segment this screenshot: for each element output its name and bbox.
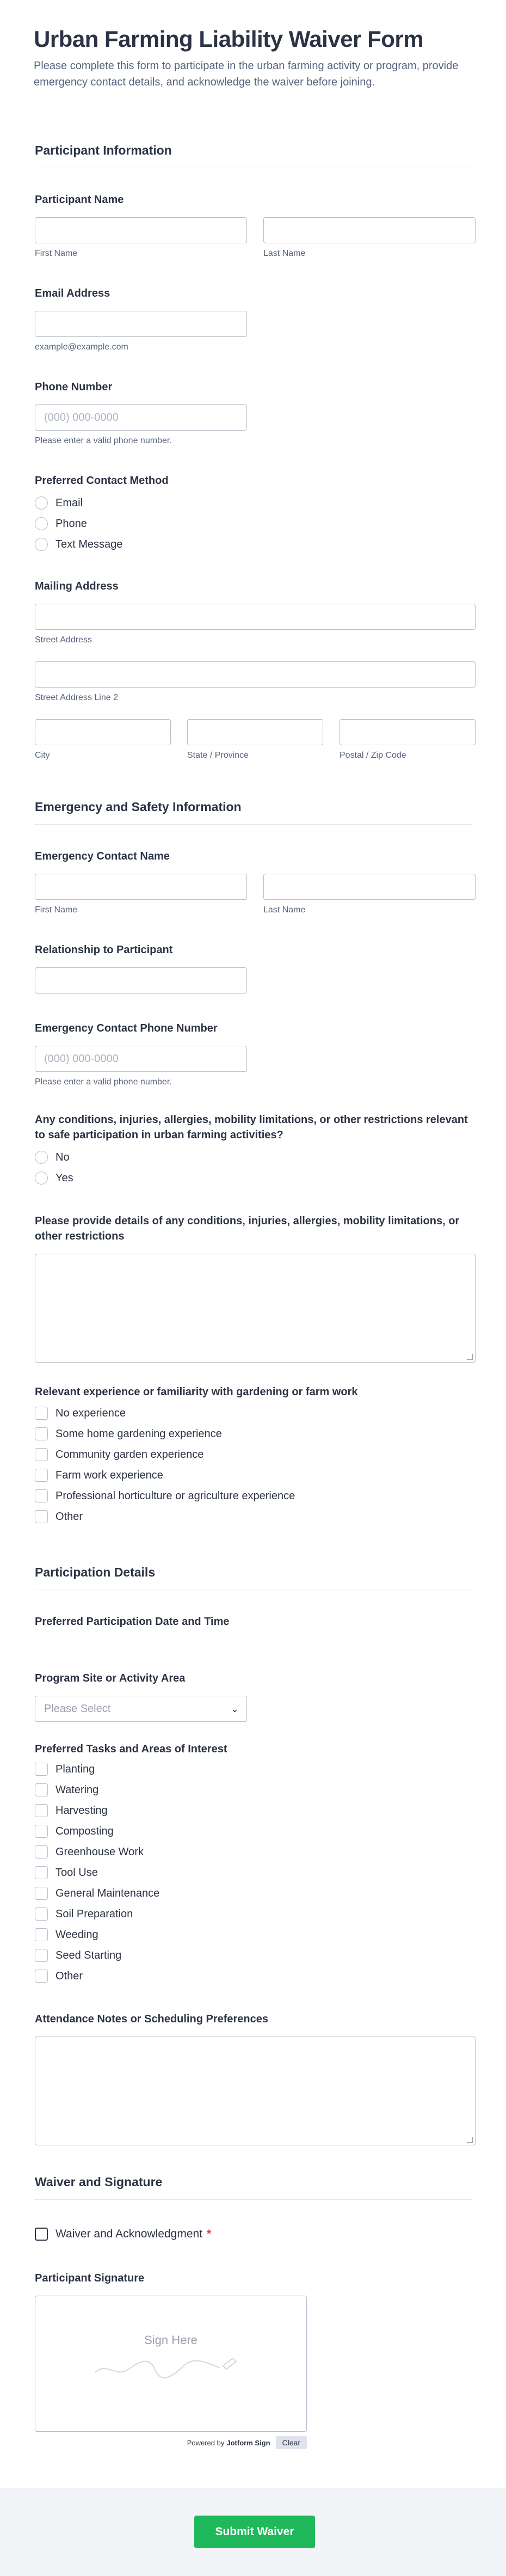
sign-here-text: Sign Here (144, 2333, 198, 2347)
email-sublabel: example@example.com (35, 342, 128, 352)
zip-input[interactable] (340, 719, 476, 745)
contact-method-option[interactable] (35, 534, 471, 555)
checkbox-icon[interactable] (35, 1469, 48, 1482)
option-label: No experience (55, 1407, 126, 1419)
email-input[interactable] (35, 311, 247, 337)
participant-name-label: Participant Name (35, 194, 124, 206)
checkbox-icon[interactable] (35, 1427, 48, 1440)
city-input[interactable] (35, 719, 171, 745)
street-address-sublabel: Street Address (35, 635, 92, 645)
waiver-ack-field[interactable] (34, 2224, 472, 2244)
checkbox-icon[interactable] (35, 1407, 48, 1420)
experience-option[interactable] (35, 1465, 471, 1486)
conditions-option[interactable] (35, 1147, 471, 1168)
checkbox-icon[interactable] (35, 1949, 48, 1962)
emergency-first-name-sublabel: First Name (35, 905, 78, 915)
checkbox-icon[interactable] (35, 1489, 48, 1502)
street-address-2-sublabel: Street Address Line 2 (35, 693, 118, 702)
participant-name-field (34, 192, 472, 259)
checkbox-icon[interactable] (35, 1825, 48, 1838)
emergency-contact-name-field (34, 849, 472, 915)
participation-date-label: Preferred Participation Date and Time (35, 1616, 230, 1628)
conditions-field (34, 1112, 472, 1188)
phone-input[interactable]: (000) 000-0000 (35, 404, 247, 431)
contact-method-option[interactable] (35, 493, 471, 513)
attendance-notes-textarea[interactable] (35, 2037, 476, 2145)
checkbox-icon[interactable] (35, 1970, 48, 1983)
conditions-details-field (34, 1213, 472, 1363)
experience-option[interactable] (35, 1444, 471, 1465)
street-address-input[interactable] (35, 604, 476, 630)
radio-icon[interactable] (35, 538, 48, 551)
clear-signature-button[interactable]: Clear (276, 2436, 307, 2449)
mailing-address-label: Mailing Address (35, 580, 119, 592)
option-label: Weeding (55, 1928, 98, 1941)
checkbox-icon[interactable] (35, 1845, 48, 1859)
option-label: Harvesting (55, 1804, 108, 1817)
checkbox-icon[interactable] (35, 2228, 48, 2241)
task-option[interactable] (35, 1883, 471, 1904)
mailing-address-field (34, 579, 472, 760)
option-label: Tool Use (55, 1866, 98, 1879)
experience-option[interactable] (35, 1403, 471, 1424)
task-option[interactable] (35, 1924, 471, 1945)
experience-option[interactable] (35, 1424, 471, 1444)
checkbox-icon[interactable] (35, 1928, 48, 1941)
contact-method-option[interactable] (35, 513, 471, 534)
option-label: Community garden experience (55, 1448, 204, 1461)
site-select-value: Please Select (44, 1703, 111, 1715)
option-label: Text Message (55, 538, 123, 550)
signature-label: Participant Signature (35, 2272, 145, 2284)
email-field (34, 286, 472, 352)
last-name-sublabel: Last Name (263, 249, 306, 258)
form-content (0, 120, 506, 2449)
emergency-last-name-input[interactable] (263, 874, 476, 900)
emergency-phone-label: Emergency Contact Phone Number (35, 1022, 218, 1034)
emergency-phone-sublabel: Please enter a valid phone number. (35, 1077, 172, 1087)
section-waiver-title: Waiver and Signature (34, 2175, 472, 2200)
resize-handle-icon[interactable] (467, 2137, 473, 2143)
task-option[interactable] (35, 1904, 471, 1924)
task-option[interactable] (35, 1759, 471, 1780)
option-label: Watering (55, 1783, 99, 1796)
task-option[interactable] (35, 1780, 471, 1800)
tasks-field (34, 1741, 472, 1986)
task-option[interactable] (35, 1945, 471, 1966)
resize-handle-icon[interactable] (467, 1354, 473, 1360)
checkbox-icon[interactable] (35, 1908, 48, 1921)
conditions-details-textarea[interactable] (35, 1254, 476, 1363)
radio-icon[interactable] (35, 1151, 48, 1164)
option-label: Phone (55, 517, 87, 530)
task-option[interactable] (35, 1966, 471, 1986)
participation-date-field[interactable] (34, 1614, 472, 1629)
state-sublabel: State / Province (187, 751, 249, 760)
first-name-sublabel: First Name (35, 249, 78, 258)
option-label: Professional horticulture or agriculture experience (55, 1489, 295, 1502)
phone-label: Phone Number (35, 381, 113, 393)
option-label: General Maintenance (55, 1887, 160, 1899)
emergency-phone-field (34, 1021, 472, 1087)
option-label: Other (55, 1510, 83, 1523)
task-option[interactable] (35, 1821, 471, 1842)
checkbox-icon[interactable] (35, 1887, 48, 1900)
conditions-option[interactable] (35, 1168, 471, 1188)
phone-field (34, 379, 472, 446)
experience-field (34, 1384, 472, 1527)
city-sublabel: City (35, 751, 50, 760)
radio-icon[interactable] (35, 496, 48, 510)
chevron-down-icon: ⌄ (230, 1703, 239, 1714)
required-mark: * (207, 2228, 212, 2240)
waiver-ack-option[interactable] (35, 2224, 471, 2244)
radio-icon[interactable] (35, 1172, 48, 1185)
section-emergency-title: Emergency and Safety Information (34, 800, 472, 825)
emergency-first-name-input[interactable] (35, 874, 247, 900)
form-header (0, 0, 506, 120)
option-label: Planting (55, 1763, 95, 1775)
attendance-notes-label: Attendance Notes or Scheduling Preferences (35, 2013, 269, 2025)
checkbox-icon[interactable] (35, 1448, 48, 1461)
checkbox-icon[interactable] (35, 1866, 48, 1879)
task-option[interactable] (35, 1842, 471, 1862)
option-label: Other (55, 1970, 83, 1982)
signature-footer (35, 2436, 307, 2449)
phone-sublabel: Please enter a valid phone number. (35, 436, 172, 445)
relationship-input[interactable] (35, 967, 247, 993)
state-input[interactable] (187, 719, 323, 745)
signature-pad[interactable] (35, 2296, 307, 2432)
task-option[interactable] (35, 1800, 471, 1821)
jotform-sign-brand: Jotform Sign (226, 2438, 270, 2447)
option-label: Greenhouse Work (55, 1845, 144, 1858)
first-name-input[interactable] (35, 217, 247, 243)
option-label: Email (55, 496, 83, 509)
checkbox-icon[interactable] (35, 1763, 48, 1776)
form-title: Urban Farming Liability Waiver Form (34, 26, 424, 52)
relationship-label: Relationship to Participant (35, 944, 173, 956)
option-label: No (55, 1151, 70, 1163)
submit-button[interactable]: Submit Waiver (194, 2516, 315, 2548)
experience-label: Relevant experience or familiarity with gardening or farm work (35, 1386, 358, 1398)
experience-option[interactable] (35, 1486, 471, 1506)
emergency-last-name-sublabel: Last Name (263, 905, 306, 915)
street-address-2-input[interactable] (35, 661, 476, 688)
signature-field (34, 2271, 472, 2449)
option-label: Composting (55, 1825, 114, 1837)
option-label: Farm work experience (55, 1469, 163, 1481)
option-label: Soil Preparation (55, 1908, 133, 1920)
attendance-notes-field (34, 2011, 472, 2145)
emergency-phone-input[interactable]: (000) 000-0000 (35, 1046, 247, 1072)
experience-option[interactable] (35, 1506, 471, 1527)
relationship-field (34, 942, 472, 993)
contact-method-label: Preferred Contact Method (35, 475, 169, 487)
radio-icon[interactable] (35, 517, 48, 530)
last-name-input[interactable] (263, 217, 476, 243)
checkbox-icon[interactable] (35, 1804, 48, 1817)
waiver-ack-label: Waiver and Acknowledgment (55, 2228, 203, 2240)
conditions-question: Any conditions, injuries, allergies, mobility limitations, or other restrictions relevant to safe participation in urban farming activities? (35, 1114, 468, 1141)
section-participation-title: Participation Details (34, 1565, 472, 1590)
form-description: Please complete this form to participate in the urban farming activity or program, provide emergency contact details, and acknowledge the waiver before joining. (34, 60, 459, 88)
tasks-label: Preferred Tasks and Areas of Interest (35, 1743, 227, 1755)
email-label: Email Address (35, 287, 110, 299)
site-select[interactable] (35, 1696, 247, 1722)
conditions-details-label: Please provide details of any conditions, injuries, allergies, mobility limitations, or other restrictions (35, 1215, 460, 1242)
zip-sublabel: Postal / Zip Code (340, 751, 406, 760)
section-participant-title: Participant Information (34, 143, 472, 168)
emergency-contact-name-label: Emergency Contact Name (35, 850, 170, 862)
checkbox-icon[interactable] (35, 1783, 48, 1796)
option-label: Seed Starting (55, 1949, 122, 1961)
site-field (34, 1671, 472, 1722)
option-label: Some home gardening experience (55, 1427, 222, 1440)
site-label: Program Site or Activity Area (35, 1672, 186, 1684)
powered-by-text: Powered by (187, 2438, 225, 2447)
form-footer (0, 2488, 506, 2576)
contact-method-field (34, 473, 472, 555)
option-label: Yes (55, 1172, 73, 1184)
task-option[interactable] (35, 1862, 471, 1883)
checkbox-icon[interactable] (35, 1510, 48, 1523)
